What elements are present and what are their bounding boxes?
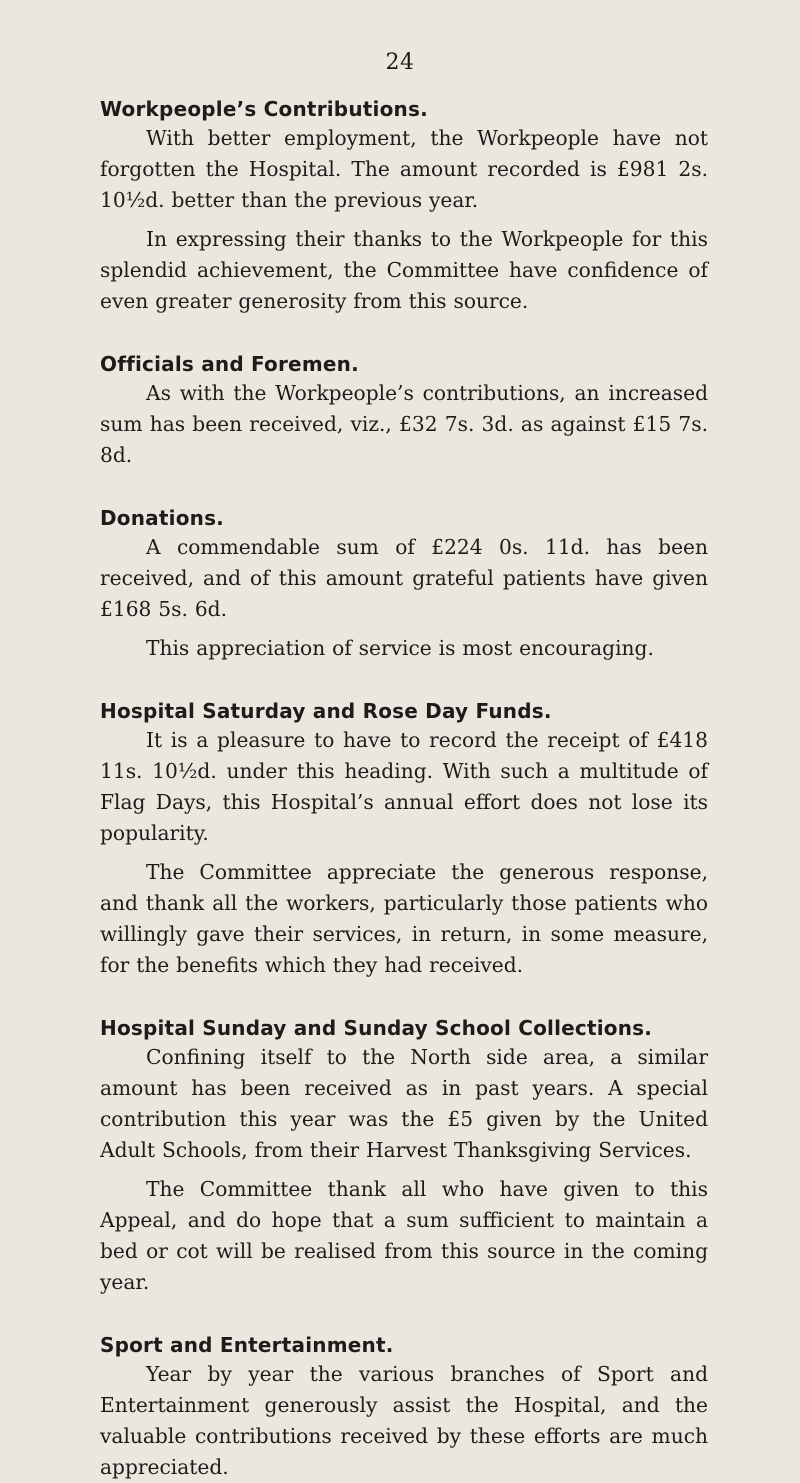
section-workpeople-contributions [100,95,708,317]
paragraph: In expressing their thanks to the Workpeople for this splendid achievement, the Committee have confidence of even greater generosity from this source. [100,227,708,313]
section-hospital-saturday-rose-day [100,697,708,981]
section-heading: Officials and Foremen. [100,352,359,376]
paragraph: It is a pleasure to have to record the receipt of £418 11s. 10½d. under this heading. With such a multitude of Flag Days, this Hospital’s annual effort does not lose its popularity. [100,728,708,845]
section-heading: Sport and Entertainment. [100,1333,394,1357]
section-heading: Hospital Saturday and Rose Day Funds. [100,699,552,723]
section-hospital-sunday-collections [100,1014,708,1298]
section-heading: Hospital Sunday and Sunday School Collections. [100,1016,653,1040]
section-heading: Donations. [100,506,224,530]
page-number: 24 [385,50,415,75]
paragraph: The Committee thank all who have given to this Appeal, and do hope that a sum sufficient to maintain a bed or cot will be realised from this source in the coming year. [100,1177,708,1294]
section-heading: Workpeople’s Contributions. [100,97,428,121]
paragraph: As with the Workpeople’s contributions, an increased sum has been received, viz., £32 7s. 3d. as against £15 7s. 8d. [100,381,708,467]
paragraph: With better employment, the Workpeople have not forgotten the Hospital. The amount recorded is £981 2s. 10½d. better than the previous year. [100,126,708,212]
section-officials-and-foremen [100,350,708,471]
section-sport-and-entertainment [100,1331,708,1483]
paragraph: Year by year the various branches of Sport and Entertainment generously assist the Hospital, and the valuable contributions received by these efforts are much appreciated. [100,1362,708,1479]
document-body [100,95,708,1483]
paragraph: This appreciation of service is most encouraging. [146,636,654,660]
paragraph: Confining itself to the North side area, a similar amount has been received as in past years. A special contribution this year was the £5 given by the United Adult Schools, from their Harvest Thanksgiving Services. [100,1045,708,1162]
paragraph: A commendable sum of £224 0s. 11d. has been received, and of this amount grateful patients have given £168 5s. 6d. [100,535,708,621]
section-donations [100,504,708,664]
paragraph: The Committee appreciate the generous response, and thank all the workers, particularly those patients who willingly gave their services, in return, in some measure, for the benefits which they had received. [100,860,708,977]
